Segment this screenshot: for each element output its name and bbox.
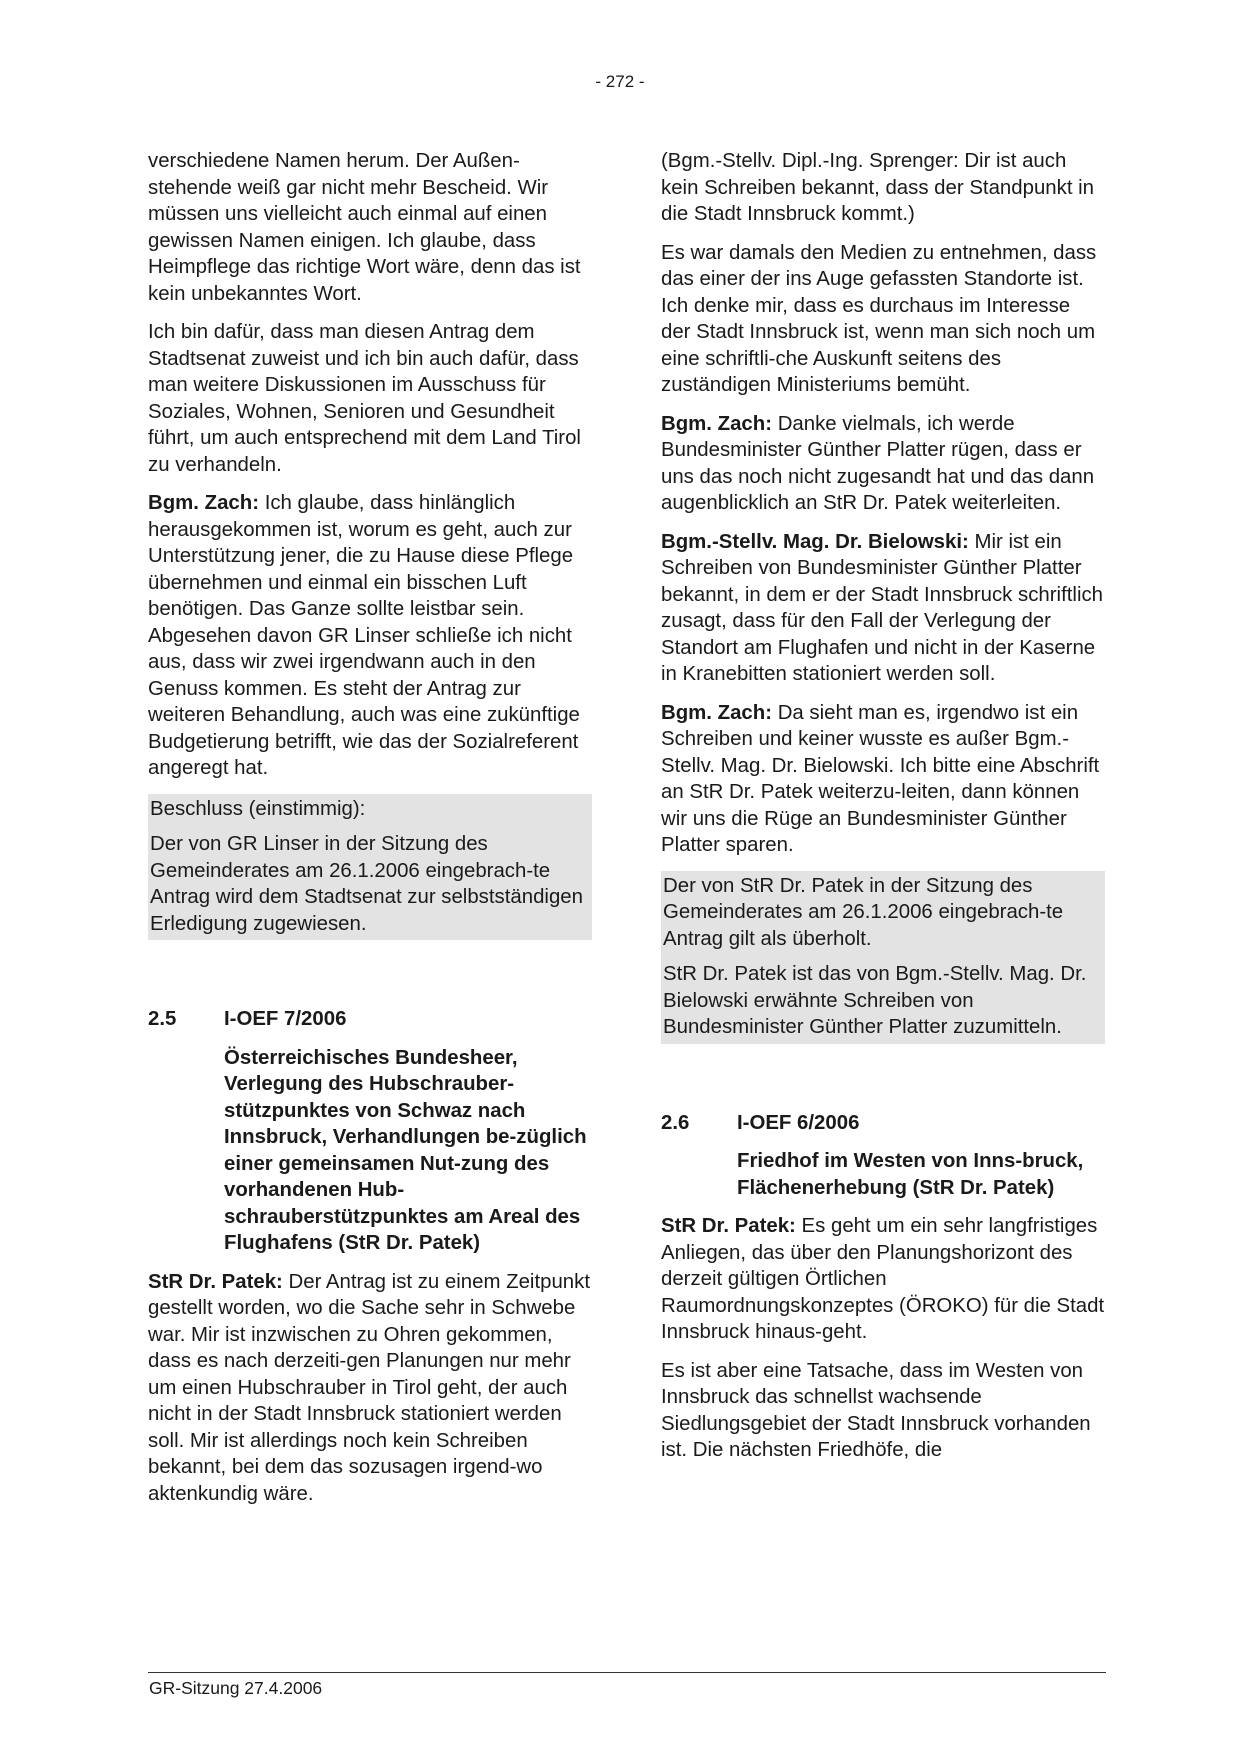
- speaker-name: Bgm. Zach:: [661, 412, 773, 435]
- paragraph: [661, 411, 1105, 517]
- section-code: I-OEF 7/2006: [224, 1008, 347, 1030]
- speaker-name: StR Dr. Patek:: [661, 1215, 796, 1237]
- resolution-box: [148, 794, 592, 941]
- resolution-box: [661, 871, 1105, 1044]
- section-2-6: [661, 1110, 1105, 1202]
- section-title: Friedhof im Westen von Inns-bruck, Flächenerhebung (StR Dr. Patek): [737, 1150, 1084, 1199]
- right-column: [661, 148, 1105, 1476]
- paragraph: [661, 1213, 1105, 1346]
- footer-text: GR-Sitzung 27.4.2006: [149, 1678, 323, 1698]
- paragraph: [661, 529, 1105, 688]
- paragraph: [148, 490, 592, 782]
- section-title: Österreichisches Bundesheer, Verlegung des Hubschrauber-stützpunktes von Schwaz nach Innsbruck, Verhandlungen be-züglich einer gemeinsamen Nut-zung des vorhandenen Hub-schrauberstützpunktes am Areal des Flughafens (StR Dr. Patek): [224, 1046, 587, 1254]
- section-2-5: [148, 1006, 592, 1257]
- resolution-text: StR Dr. Patek ist das von Bgm.-Stellv. Mag. Dr. Bielowski erwähnte Schreiben von Bundesminister Günther Platter zuzumitteln.: [663, 963, 1087, 1038]
- left-column: [148, 148, 592, 1519]
- resolution-text: Der von StR Dr. Patek in der Sitzung des Gemeinderates am 26.1.2006 eingebrach-te Antrag gilt als überholt.: [663, 874, 1064, 950]
- speaker-name: Bgm.-Stellv. Mag. Dr. Bielowski:: [661, 530, 969, 553]
- speech-text: Da sieht man es, irgendwo ist ein Schreiben und keiner wusste es außer Bgm.-Stellv. Mag. Dr. Bielowski. Ich bitte eine Abschrift an StR Dr. Patek weiterzu-leiten, dann können wir uns die Rüge an Bundesminister Günther Platter sparen.: [661, 701, 1100, 856]
- paragraph: verschiedene Namen herum. Der Außen-stehende weiß gar nicht mehr Bescheid. Wir müssen uns vielleicht auch einmal auf einen gewissen Namen einigen. Ich glaube, dass Heimpflege das richtige Wort wäre, denn das ist kein unbekanntes Wort.: [148, 150, 581, 305]
- paragraph: Es ist aber eine Tatsache, dass im Westen von Innsbruck das schnellst wachsende Siedlungsgebiet der Stadt Innsbruck vorhanden ist. Die nächsten Friedhöfe, die: [661, 1359, 1091, 1461]
- speaker-name: StR Dr. Patek:: [148, 1270, 283, 1293]
- section-heading: [148, 1006, 592, 1033]
- footer-divider: [148, 1672, 1106, 1673]
- section-number: 2.5: [148, 1008, 177, 1030]
- speech-text: Mir ist ein Schreiben von Bundesminister Günther Platter bekannt, in dem er der Stadt Innsbruck schriftlich zusagt, dass für den Fall der Verlegung der Standort am Flughafen und nicht in der Kaserne in Kranebitten stationiert werden soll.: [661, 530, 1104, 685]
- paragraph: Ich bin dafür, dass man diesen Antrag dem Stadtsenat zuweist und ich bin auch dafür, dass man weitere Diskussionen im Ausschuss für Soziales, Wohnen, Senioren und Gesundheit führt, um auch entsprechend mit dem Land Tirol zu verhandeln.: [148, 321, 581, 476]
- speaker-name: Bgm. Zach:: [661, 701, 773, 724]
- resolution-text: Der von GR Linser in der Sitzung des Gemeinderates am 26.1.2006 eingebrach-te Antrag wird dem Stadtsenat zur selbstständigen Erledigung zugewiesen.: [150, 833, 583, 935]
- section-heading: [661, 1110, 1105, 1137]
- speech-text: Es geht um ein sehr langfristiges Anliegen, das über den Planungshorizont des derzeit gültigen Örtlichen Raumordnungskonzeptes (ÖROKO) für die Stadt Innsbruck hinaus-geht.: [661, 1215, 1105, 1343]
- section-code: I-OEF 6/2006: [737, 1111, 860, 1134]
- speech-text: Ich glaube, dass hinlänglich herausgekommen ist, worum es geht, auch zur Unterstützung jener, die zu Hause diese Pflege übernehmen und einmal ein bisschen Luft benötigen. Das Ganze sollte leistbar sein. Abgesehen davon GR Linser schließe ich nicht aus, dass wir zwei irgendwann auch in den Genuss kommen. Es steht der Antrag zur weiteren Behandlung, auch was eine zukünftige Budgetierung betrifft, wie das der Sozialreferent angeregt hat.: [148, 492, 580, 779]
- resolution-heading: Beschluss (einstimmig):: [150, 797, 366, 820]
- speech-text: Der Antrag ist zu einem Zeitpunkt gestellt worden, wo die Sache sehr in Schwebe war. Mir ist inzwischen zu Ohren gekommen, dass es nach derzeiti-gen Planungen nur mehr um einen Hubschrauber in Tirol geht, der auch nicht in der Stadt Innsbruck stationiert werden soll. Mir ist allerdings noch kein Schreiben bekannt, bei dem das sozusagen irgend-wo aktenkundig wäre.: [148, 1270, 590, 1505]
- page-number: - 272 -: [595, 72, 645, 91]
- section-number: 2.6: [661, 1111, 690, 1134]
- paragraph: [661, 700, 1105, 859]
- paragraph: (Bgm.-Stellv. Dipl.-Ing. Sprenger: Dir ist auch kein Schreiben bekannt, dass der Standpunkt in die Stadt Innsbruck kommt.): [661, 150, 1095, 225]
- speech-text: Danke vielmals, ich werde Bundesminister Günther Platter rügen, dass er uns das noch nicht zugesandt hat und das dann augenblicklich an StR Dr. Patek weiterleiten.: [661, 412, 1095, 514]
- paragraph: Es war damals den Medien zu entnehmen, dass das einer der ins Auge gefassten Standorte ist. Ich denke mir, dass es durchaus im Interesse der Stadt Innsbruck ist, wenn man sich noch um eine schriftli-che Auskunft seitens des zuständigen Ministeriums bemüht.: [661, 241, 1097, 396]
- paragraph: [148, 1269, 592, 1508]
- speaker-name: Bgm. Zach:: [148, 492, 260, 514]
